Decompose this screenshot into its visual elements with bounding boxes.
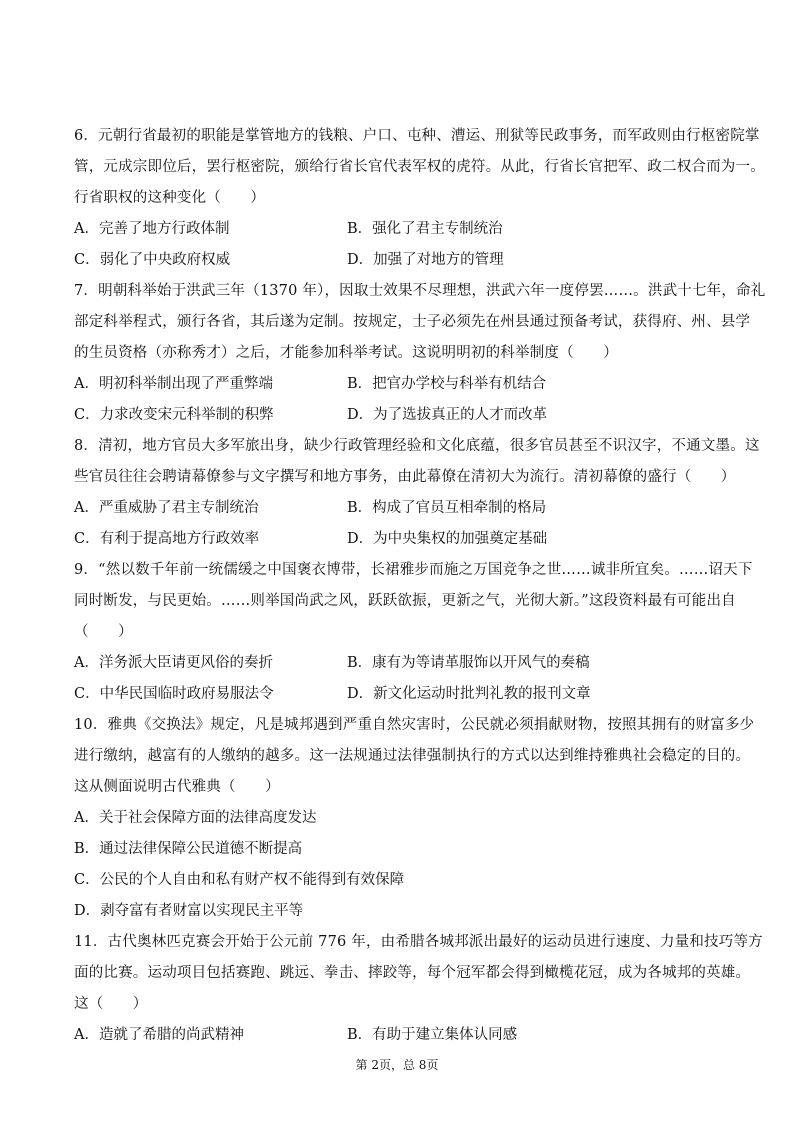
question-8-option-d: D．为中央集权的加强奠定基础: [347, 531, 548, 547]
question-6-option-b: B．强化了君主专制统治: [347, 221, 503, 237]
question-9-option-a: A．洋务派大臣请更风俗的奏折: [74, 655, 273, 671]
question-8-line-2: 些官员往往会聘请幕僚参与文字撰写和地方事务，由此幕僚在清初大为流行。清初幕僚的盛行（ ）: [74, 469, 736, 485]
question-11-option-b: B．有助于建立集体认同感: [347, 1027, 518, 1043]
question-6-line-1: 6．元朝行省最初的职能是掌管地方的钱粮、户口、屯种、漕运、刑狱等民政事务，而军政则由行枢密院掌: [74, 128, 760, 144]
question-7-option-c: C．力求改变宋元科举制的积弊: [74, 407, 274, 423]
page-number-footer: 第 2页，总 8页: [355, 1058, 439, 1072]
question-11-line-1: 11．古代奥林匹克赛会开始于公元前 776 年，由希腊各城邦派出最好的运动员进行速度、力量和技巧等方: [74, 934, 763, 950]
question-8-option-c: C．有利于提高地方行政效率: [74, 531, 260, 547]
question-11-line-2: 面的比赛。运动项目包括赛跑、跳远、拳击、摔跤等，每个冠军都会得到橄榄花冠，成为各城邦的英雄。: [74, 965, 751, 981]
question-7-option-d: D．为了选拔真正的人才而改革: [347, 407, 548, 423]
question-6-option-a: A．完善了地方行政体制: [74, 221, 230, 237]
question-7-line-2: 部定科举程式，颁行各省，其后遂为定制。按规定，士子必须先在州县通过预备考试，获得府、州、县学: [74, 314, 751, 330]
question-7-line-1: 7．明朝科举始于洪武三年（1370 年），因取士效果不尽理想，洪武六年一度停罢……。洪武十七年，命礼: [74, 283, 766, 299]
question-6-line-2: 管，元成宗即位后，罢行枢密院，颁给行省长官代表军权的虎符。从此，行省长官把军、政二权合而为一。: [74, 159, 765, 175]
question-10-line-1: 10．雅典《交换法》规定，凡是城邦遇到严重自然灾害时，公民就必须捐献财物，按照其拥有的财富多少: [74, 717, 755, 733]
question-7-option-a: A．明初科举制出现了严重弊端: [74, 376, 273, 392]
question-7-line-3: 的生员资格（亦称秀才）之后，才能参加科举考试。这说明明初的科举制度（ ）: [74, 345, 618, 361]
question-8-line-1: 8．清初，地方官员大多军旅出身，缺少行政管理经验和文化底蕴，很多官员甚至不识汉字，不通文墨。这: [74, 438, 760, 454]
question-10-line-3: 这从侧面说明古代雅典（ ）: [74, 779, 280, 795]
question-9-option-c: C．中华民国临时政府易服法令: [74, 686, 274, 702]
question-10-line-2: 进行缴纳，越富有的人缴纳的越多。这一法规通过法律强制执行的方式以达到维持雅典社会稳定的目的。: [74, 748, 751, 764]
question-6-line-3: 行省职权的这种变化（ ）: [74, 190, 266, 206]
question-7-option-b: B．把官办学校与科举有机结合: [347, 376, 547, 392]
question-10-option-d: D．剥夺富有者财富以实现民主平等: [74, 903, 304, 919]
question-10-option-a: A．关于社会保障方面的法律高度发达: [74, 810, 317, 826]
question-11-option-a: A．造就了希腊的尚武精神: [74, 1027, 244, 1043]
question-6-option-c: C．弱化了中央政府权威: [74, 252, 231, 268]
question-9-line-2: 同时断发，与民更始。……则举国尚武之风，跃跃欲振，更新之气，光彻大新。”这段资料最有可能出自: [74, 593, 736, 609]
question-9-line-3: （ ）: [74, 624, 133, 640]
question-6-option-d: D．加强了对地方的管理: [347, 252, 504, 268]
question-10-option-b: B．通过法律保障公民道德不断提高: [74, 841, 303, 857]
question-8-option-a: A．严重威胁了君主专制统治: [74, 500, 259, 516]
question-11-line-3: 这（ ）: [74, 996, 148, 1012]
question-8-option-b: B．构成了官员互相牵制的格局: [347, 500, 547, 516]
question-10-option-c: C．公民的个人自由和私有财产权不能得到有效保障: [74, 872, 405, 888]
question-9-option-d: D．新文化运动时批判礼教的报刊文章: [347, 686, 591, 702]
question-9-line-1: 9．“然以数千年前一统儒缓之中国褒衣博带，长裙雅步而施之万国竞争之世……诚非所宜矣。……诏天下: [74, 562, 753, 578]
question-9-option-b: B．康有为等请革服饰以开风气的奏稿: [347, 655, 590, 671]
